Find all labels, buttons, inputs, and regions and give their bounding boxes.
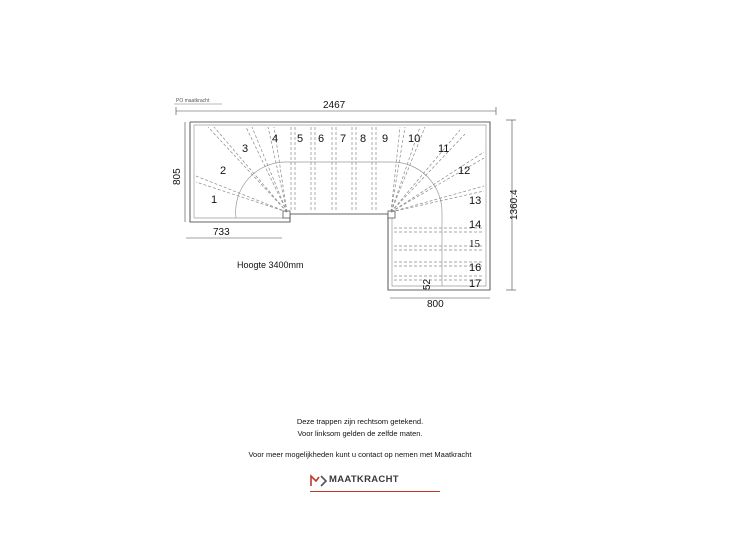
step-number: 17 <box>469 278 482 290</box>
step-number: 1 <box>211 194 218 206</box>
width-dimension <box>176 100 496 115</box>
note-line: Deze trappen zijn rechtsom getekend. <box>296 417 424 426</box>
step-number: 11 <box>438 143 450 155</box>
left-flight-dimension <box>186 227 282 238</box>
note-line: Voor meer mogelijkheden kunt u contact op nemen met Maatkracht <box>248 450 472 459</box>
notes-block <box>200 416 520 461</box>
step-number: 4 <box>272 133 279 145</box>
step-number: 12 <box>458 165 471 177</box>
step-number: 8 <box>360 133 367 145</box>
note-line: Voor linksom gelden de zelfde maten. <box>297 429 423 438</box>
step-number: 10 <box>408 133 421 145</box>
step-number: 13 <box>469 195 482 207</box>
step-number: 9 <box>382 133 389 145</box>
step-number: 15 <box>469 238 480 250</box>
dim-total-depth: 1360.4 <box>509 189 520 220</box>
logo-underline <box>310 491 440 492</box>
step-number: 14 <box>469 219 482 231</box>
header-mark: PO maatkracht <box>176 98 210 104</box>
step-number: 5 <box>297 133 304 145</box>
logo-text: MAATKRACHT <box>329 474 399 485</box>
dim-small: 52 <box>422 278 433 290</box>
right-flight-dimension <box>390 298 490 310</box>
step-number: 2 <box>220 165 227 177</box>
height-label: Hoogte 3400mm <box>237 260 304 270</box>
step-number: 3 <box>242 143 249 155</box>
dim-right-flight: 800 <box>427 299 444 310</box>
right-depth-dimension <box>506 120 520 290</box>
maatkracht-logo-icon <box>310 474 328 488</box>
step-number: 16 <box>469 262 482 274</box>
dim-total-width: 2467 <box>323 100 346 111</box>
dim-depth-left: 805 <box>172 168 183 185</box>
step-number: 6 <box>318 133 325 145</box>
dim-left-flight: 733 <box>213 227 230 238</box>
maatkracht-logo <box>310 473 440 493</box>
step-number: 7 <box>340 133 347 145</box>
left-depth-dimension <box>172 122 185 222</box>
